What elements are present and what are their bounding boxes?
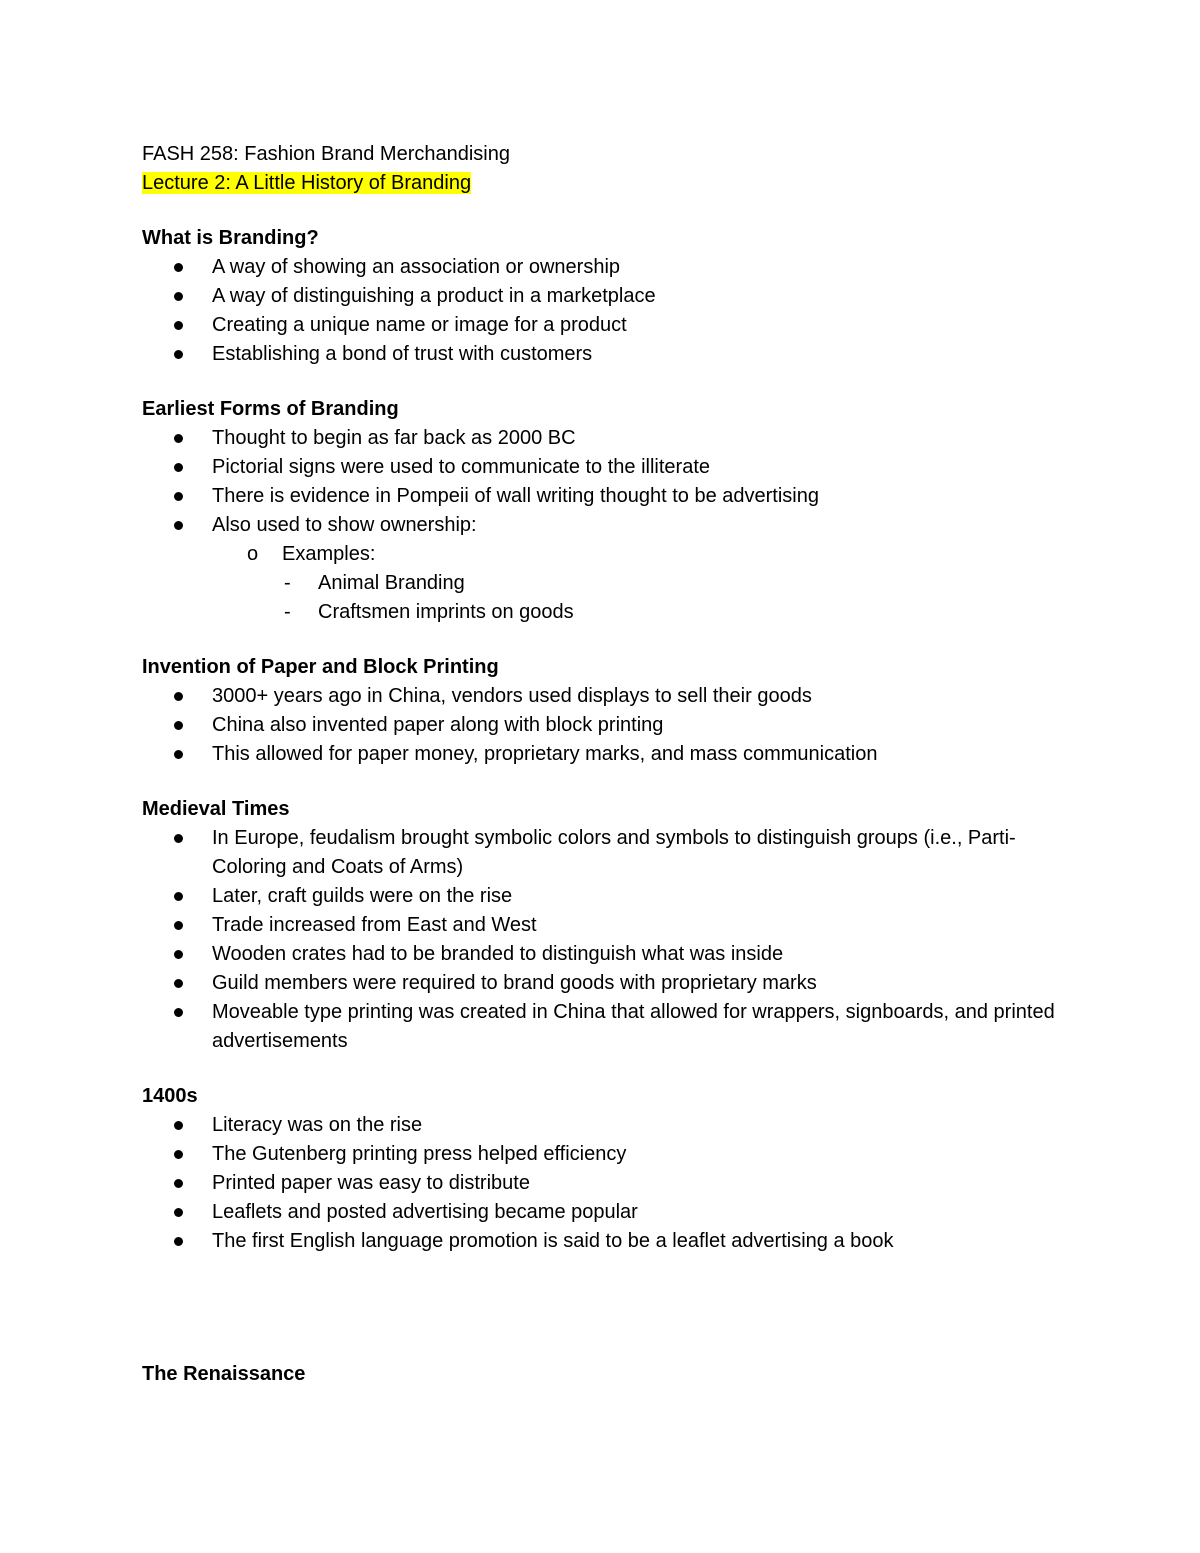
list-item: In Europe, feudalism brought symbolic colors and symbols to distinguish groups (i.e., Parti-Coloring and Coats of Arms) [142,824,1072,882]
dash-list-item: - Craftsmen imprints on goods [142,598,1072,627]
bullet-icon [174,1208,183,1217]
list-item: Establishing a bond of trust with customers [142,340,1072,369]
bullet-icon [174,1237,183,1246]
earliest-forms-list [142,424,1072,540]
list-item: China also invented paper along with block printing [142,711,1072,740]
bullet-icon [174,692,183,701]
bullet-icon [174,292,183,301]
list-item: A way of distinguishing a product in a marketplace [142,282,1072,311]
medieval-list [142,824,1072,1056]
list-item: Moveable type printing was created in China that allowed for wrappers, signboards, and printed advertisements [142,998,1072,1056]
bullet-icon [174,321,183,330]
course-title: FASH 258: Fashion Brand Merchandising [142,143,510,165]
section-heading-1400s: 1400s [142,1085,198,1107]
what-is-branding-list [142,253,1072,369]
bullet-icon [174,492,183,501]
list-item: There is evidence in Pompeii of wall writing thought to be advertising [142,482,1072,511]
list-item: Literacy was on the rise [142,1111,1072,1140]
list-item: Wooden crates had to be branded to distinguish what was inside [142,940,1072,969]
list-item: Thought to begin as far back as 2000 BC [142,424,1072,453]
dash-list-item: - Animal Branding [142,569,1072,598]
bullet-icon [174,350,183,359]
paper-printing-list [142,682,1072,769]
list-item: Pictorial signs were used to communicate to the illiterate [142,453,1072,482]
bullet-icon [174,950,183,959]
bullet-icon [174,892,183,901]
bullet-icon [174,263,183,272]
bullet-icon [174,1121,183,1130]
list-item: Later, craft guilds were on the rise [142,882,1072,911]
bullet-icon [174,463,183,472]
list-item: Leaflets and posted advertising became popular [142,1198,1072,1227]
bullet-icon [174,921,183,930]
list-item: Guild members were required to brand goods with proprietary marks [142,969,1072,998]
list-item: 3000+ years ago in China, vendors used displays to sell their goods [142,682,1072,711]
list-item: The Gutenberg printing press helped efficiency [142,1140,1072,1169]
section-heading-renaissance: The Renaissance [142,1363,306,1385]
document-body [142,140,1072,1389]
examples-sublist [142,540,1072,569]
list-item: The first English language promotion is said to be a leaflet advertising a book [142,1227,1072,1256]
lecture-title [142,169,1072,198]
list-item: Creating a unique name or image for a product [142,311,1072,340]
list-item: Trade increased from East and West [142,911,1072,940]
bullet-icon [174,721,183,730]
bullet-icon [174,1179,183,1188]
section-heading-what-is-branding: What is Branding? [142,227,319,249]
lecture-title-highlight: Lecture 2: A Little History of Branding [142,172,472,194]
section-heading-medieval: Medieval Times [142,798,290,820]
1400s-list [142,1111,1072,1256]
sub-list-item: o Examples: [142,540,1072,569]
bullet-icon [174,750,183,759]
bullet-icon [174,834,183,843]
bullet-icon [174,1008,183,1017]
bullet-icon [174,521,183,530]
dash-icon: - [284,572,291,594]
list-item: This allowed for paper money, proprietary marks, and mass communication [142,740,1072,769]
section-heading-earliest-forms: Earliest Forms of Branding [142,398,399,420]
dash-icon: - [284,601,291,623]
list-item: Also used to show ownership: [142,511,1072,540]
examples-dash-list [142,569,1072,627]
list-item: Printed paper was easy to distribute [142,1169,1072,1198]
list-item: A way of showing an association or ownership [142,253,1072,282]
bullet-icon [174,979,183,988]
section-heading-paper-printing: Invention of Paper and Block Printing [142,656,499,678]
circle-bullet-icon: o [247,543,259,565]
bullet-icon [174,434,183,443]
bullet-icon [174,1150,183,1159]
